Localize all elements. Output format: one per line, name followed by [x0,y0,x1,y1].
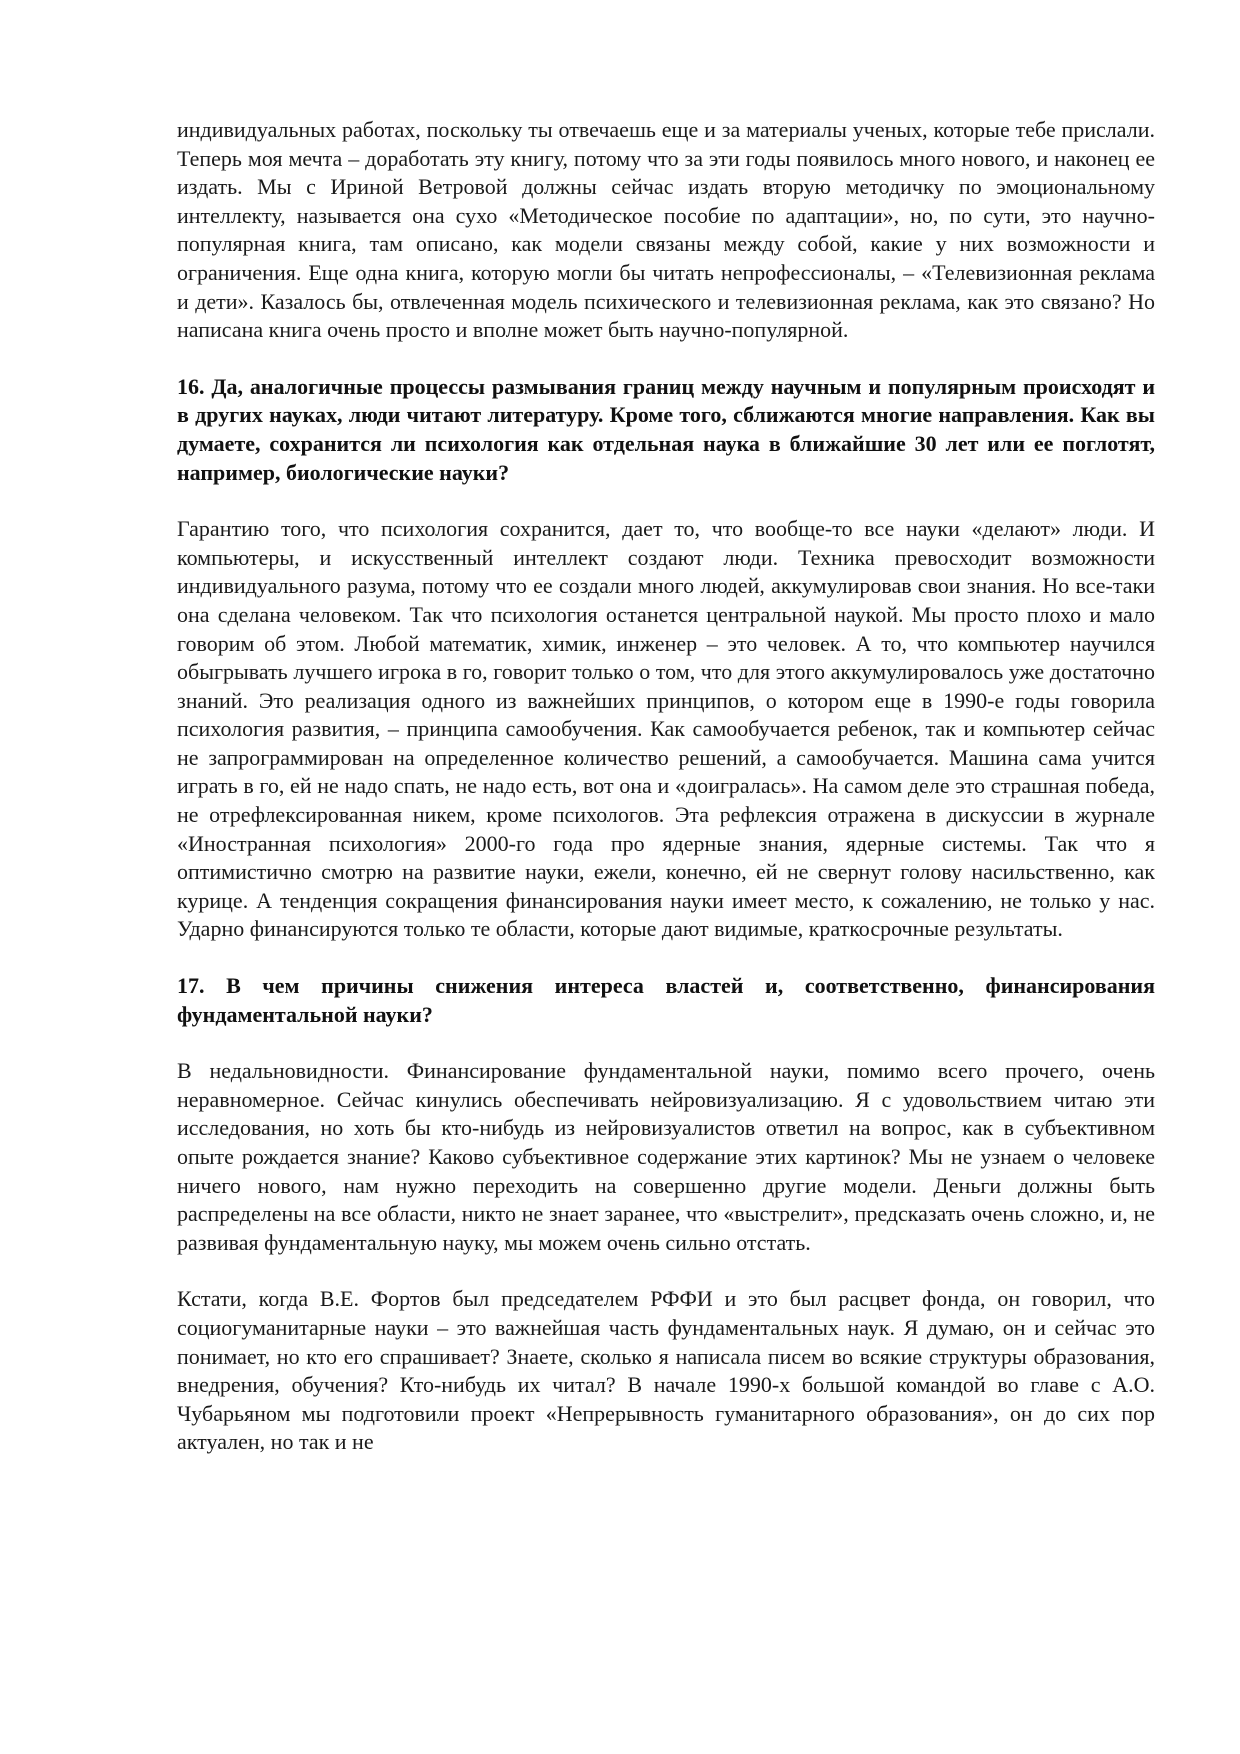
answer-17-paragraph-1: В недальновидности. Финансирование фундаментальной науки, помимо всего прочего, очень неравномерное. Сейчас кинулись обеспечивать нейровизуализацию. Я с удовольствием читаю эти исследования, но хоть бы кто-нибудь из нейровизуалистов ответил на вопрос, как в субъективном опыте рождается знание? Каково субъективное содержание этих картинок? Мы не узнаем о человеке ничего нового, нам нужно переходить на совершенно другие модели. Деньги должны быть распределены на все области, никто не знает заранее, что «выстрелит», предсказать очень сложно, и, не развивая фундаментальную науку, мы можем очень сильно отстать. [177,1058,1155,1255]
question-17: 17. В чем причины снижения интереса властей и, соответственно, финансирования фундаментальной науки? [177,973,1155,1027]
intro-paragraph: индивидуальных работах, поскольку ты отвечаешь еще и за материалы ученых, которые тебе прислали. Теперь моя мечта – доработать эту книгу, потому что за эти годы появилось много нового, и наконец ее издать. Мы с Ириной Ветровой должны сейчас издать вторую методичку по эмоциональному интеллекту, называется она сухо «Методическое пособие по адаптации», но, по сути, это научно-популярная книга, там описано, как модели связаны между собой, какие у них возможности и ограничения. Еще одна книга, которую могли бы читать непрофессионалы, – «Телевизионная реклама и дети». Казалось бы, отвлеченная модель психического и телевизионная реклама, как это связано? Но написана книга очень просто и вполне может быть научно-популярной. [177,117,1155,343]
answer-17-paragraph-2: Кстати, когда В.Е. Фортов был председателем РФФИ и это был расцвет фонда, он говорил, что социогуманитарные науки – это важнейшая часть фундаментальных наук. Я думаю, он и сейчас это понимает, но кто его спрашивает? Знаете, сколько я написала писем во всякие структуры образования, внедрения, обучения? Кто-нибудь их читал? В начале 1990-х большой командой во главе с А.О. Чубарьяном мы подготовили проект «Непрерывность гуманитарного образования», он до сих пор актуален, но так и не [177,1286,1155,1455]
document-body [177,116,1155,1485]
question-16: 16. Да, аналогичные процессы размывания границ между научным и популярным происходят и в других науках, люди читают литературу. Кроме того, сближаются многие направления. Как вы думаете, сохранится ли психология как отдельная наука в ближайшие 30 лет или ее поглотят, например, биологические науки? [177,373,1155,485]
answer-16-paragraph: Гарантию того, что психология сохранится, дает то, что вообще-то все науки «делают» люди. И компьютеры, и искусственный интеллект создают люди. Техника превосходит возможности индивидуального разума, потому что ее создали много людей, аккумулировав свои знания. Но все-таки она сделана человеком. Так что психология останется центральной наукой. Мы просто плохо и мало говорим об этом. Любой математик, химик, инженер – это человек. А то, что компьютер научился обыгрывать лучшего игрока в го, говорит только о том, что для этого аккумулировалось уже достаточно знаний. Это реализация одного из важнейших принципов, о котором еще в 1990-е годы говорила психология развития, – принципа самообучения. Как самообучается ребенок, так и компьютер сейчас не запрограммирован на определенное количество решений, а самообучается. Машина сама учится играть в го, ей не надо спать, не надо есть, вот она и «доигралась». На самом деле это страшная победа, не отрефлексированная никем, кроме психологов. Эта рефлексия отражена в дискуссии в журнале «Иностранная психология» 2000-го года про ядерные знания, ядерные системы. Так что я оптимистично смотрю на развитие науки, ежели, конечно, ей не свернут голову насильственно, как курице. А тенденция сокращения финансирования науки имеет место, к сожалению, не только у нас. Ударно финансируются только те области, которые дают видимые, краткосрочные результаты. [177,516,1155,942]
